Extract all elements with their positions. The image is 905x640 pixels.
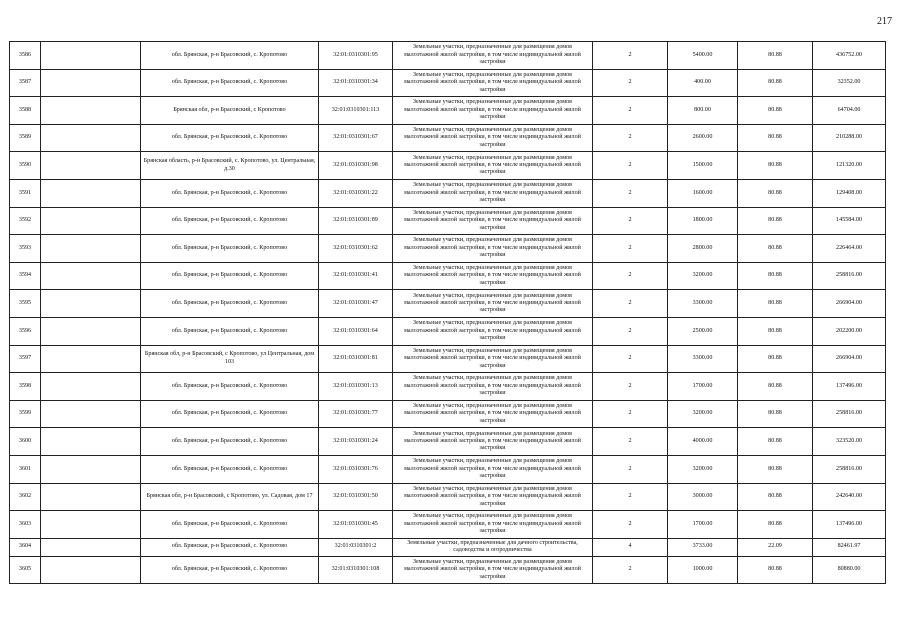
category-group: 2	[593, 290, 668, 318]
area: 1700.00	[668, 373, 738, 401]
area: 4000.00	[668, 428, 738, 456]
category-group: 2	[593, 511, 668, 539]
area: 2500.00	[668, 317, 738, 345]
category-group: 2	[593, 373, 668, 401]
table-body	[10, 42, 886, 584]
cadastral-number: 32:01:0310301:2	[319, 538, 393, 556]
area: 3200.00	[668, 400, 738, 428]
land-purpose: Земельные участки, предназначенные для размещения домов малоэтажной жилой застройки, в том числе индивидуальной жилой застройки	[393, 511, 593, 539]
rate: 80.88	[738, 152, 813, 180]
table-row	[10, 97, 886, 125]
category-group: 2	[593, 69, 668, 97]
cadastral-value: 121320.00	[813, 152, 886, 180]
rate: 22.09	[738, 538, 813, 556]
address: Брянская обл, р-н Брасовский, с Кропотово, ул. Садовая, дом 17	[141, 483, 319, 511]
land-purpose: Земельные участки, предназначенные для размещения домов малоэтажной жилой застройки, в том числе индивидуальной жилой застройки	[393, 207, 593, 235]
empty-cell	[41, 152, 141, 180]
table-row	[10, 42, 886, 70]
table-row	[10, 511, 886, 539]
cadastral-value: 64704.00	[813, 97, 886, 125]
row-number: 3605	[10, 556, 41, 584]
row-number: 3596	[10, 317, 41, 345]
empty-cell	[41, 455, 141, 483]
rate: 80.88	[738, 556, 813, 584]
table-row	[10, 69, 886, 97]
area: 3000.00	[668, 483, 738, 511]
table-row	[10, 152, 886, 180]
address: обл. Брянская, р-н Брасовский, с. Кропотово	[141, 428, 319, 456]
land-purpose: Земельные участки, предназначенные для размещения домов малоэтажной жилой застройки, в том числе индивидуальной жилой застройки	[393, 97, 593, 125]
rate: 80.88	[738, 124, 813, 152]
row-number: 3603	[10, 511, 41, 539]
table-row	[10, 235, 886, 263]
land-purpose: Земельные участки, предназначенные для размещения домов малоэтажной жилой застройки, в том числе индивидуальной жилой застройки	[393, 69, 593, 97]
rate: 80.88	[738, 262, 813, 290]
cadastral-value: 145584.00	[813, 207, 886, 235]
area: 2600.00	[668, 124, 738, 152]
table-row	[10, 538, 886, 556]
land-purpose: Земельные участки, предназначенные для размещения домов малоэтажной жилой застройки, в том числе индивидуальной жилой застройки	[393, 556, 593, 584]
cadastral-value: 80880.00	[813, 556, 886, 584]
area: 400.00	[668, 69, 738, 97]
category-group: 2	[593, 455, 668, 483]
cadastral-value: 266904.00	[813, 290, 886, 318]
empty-cell	[41, 538, 141, 556]
rate: 80.88	[738, 42, 813, 70]
rate: 80.88	[738, 290, 813, 318]
area: 3200.00	[668, 262, 738, 290]
cadastral-number: 32:01:0310301:95	[319, 42, 393, 70]
rate: 80.88	[738, 455, 813, 483]
row-number: 3591	[10, 179, 41, 207]
empty-cell	[41, 262, 141, 290]
land-purpose: Земельные участки, предназначенные для размещения домов малоэтажной жилой застройки, в том числе индивидуальной жилой застройки	[393, 262, 593, 290]
row-number: 3597	[10, 345, 41, 373]
address: обл. Брянская, р-н Брасовский, с. Кропотово	[141, 373, 319, 401]
category-group: 2	[593, 179, 668, 207]
table-row	[10, 428, 886, 456]
cadastral-number: 32:01:0310301:24	[319, 428, 393, 456]
land-purpose: Земельные участки, предназначенные для размещения домов малоэтажной жилой застройки, в том числе индивидуальной жилой застройки	[393, 373, 593, 401]
category-group: 2	[593, 400, 668, 428]
row-number: 3604	[10, 538, 41, 556]
table-row	[10, 290, 886, 318]
address: обл. Брянская, р-н Брасовский, с. Кропотово	[141, 179, 319, 207]
area: 1500.00	[668, 152, 738, 180]
address: обл. Брянская, р-н Брасовский, с. Кропотово	[141, 317, 319, 345]
cadastral-number: 32:01:0310301:47	[319, 290, 393, 318]
address: обл. Брянская, р-н Брасовский, с. Кропотово	[141, 455, 319, 483]
cadastral-number: 32:01:0310301:50	[319, 483, 393, 511]
table-row	[10, 124, 886, 152]
table-row	[10, 455, 886, 483]
cadastral-number: 32:01:0310301:67	[319, 124, 393, 152]
cadastral-value: 129408.00	[813, 179, 886, 207]
empty-cell	[41, 400, 141, 428]
empty-cell	[41, 124, 141, 152]
cadastral-number: 32:01:0310301:64	[319, 317, 393, 345]
land-purpose: Земельные участки, предназначенные для размещения домов малоэтажной жилой застройки, в том числе индивидуальной жилой застройки	[393, 428, 593, 456]
land-purpose: Земельные участки, предназначенные для размещения домов малоэтажной жилой застройки, в том числе индивидуальной жилой застройки	[393, 179, 593, 207]
empty-cell	[41, 373, 141, 401]
row-number: 3586	[10, 42, 41, 70]
row-number: 3599	[10, 400, 41, 428]
land-purpose: Земельные участки, предназначенные для размещения домов малоэтажной жилой застройки, в том числе индивидуальной жилой застройки	[393, 152, 593, 180]
address: обл. Брянская, р-н Брасовский, с. Кропотово	[141, 235, 319, 263]
area: 3300.00	[668, 290, 738, 318]
row-number: 3601	[10, 455, 41, 483]
category-group: 2	[593, 152, 668, 180]
row-number: 3590	[10, 152, 41, 180]
land-purpose: Земельные участки, предназначенные для размещения домов малоэтажной жилой застройки, в том числе индивидуальной жилой застройки	[393, 124, 593, 152]
category-group: 2	[593, 317, 668, 345]
row-number: 3592	[10, 207, 41, 235]
cadastral-value: 258816.00	[813, 262, 886, 290]
empty-cell	[41, 207, 141, 235]
category-group: 2	[593, 556, 668, 584]
table-row	[10, 556, 886, 584]
table-row	[10, 179, 886, 207]
category-group: 2	[593, 235, 668, 263]
cadastral-number: 32:01:0310301:13	[319, 373, 393, 401]
category-group: 4	[593, 538, 668, 556]
empty-cell	[41, 290, 141, 318]
cadastral-number: 32:01:0310301:34	[319, 69, 393, 97]
row-number: 3587	[10, 69, 41, 97]
land-purpose: Земельные участки, предназначенные для размещения домов малоэтажной жилой застройки, в том числе индивидуальной жилой застройки	[393, 317, 593, 345]
address: Брянская обл, р-н Брасовский, с Кропотово	[141, 97, 319, 125]
page-number: 217	[877, 16, 892, 27]
table-row	[10, 207, 886, 235]
address: обл. Брянская, р-н Брасовский, с. Кропотово	[141, 42, 319, 70]
cadastral-number: 32:01:0310301:89	[319, 207, 393, 235]
cadastral-value: 242640.00	[813, 483, 886, 511]
address: обл. Брянская, р-н Брасовский, с. Кропотово	[141, 262, 319, 290]
rate: 80.88	[738, 69, 813, 97]
cadastral-value: 258816.00	[813, 400, 886, 428]
cadastral-value: 266904.00	[813, 345, 886, 373]
row-number: 3595	[10, 290, 41, 318]
category-group: 2	[593, 42, 668, 70]
land-registry-table	[9, 41, 886, 584]
empty-cell	[41, 483, 141, 511]
area: 3733.00	[668, 538, 738, 556]
table-row	[10, 262, 886, 290]
cadastral-value: 436752.00	[813, 42, 886, 70]
cadastral-number: 32:01:0310301:45	[319, 511, 393, 539]
land-purpose: Земельные участки, предназначенные для размещения домов малоэтажной жилой застройки, в том числе индивидуальной жилой застройки	[393, 345, 593, 373]
category-group: 2	[593, 124, 668, 152]
cadastral-value: 258816.00	[813, 455, 886, 483]
category-group: 2	[593, 262, 668, 290]
cadastral-number: 32:01:0310301:62	[319, 235, 393, 263]
address: обл. Брянская, р-н Брасовский, с. Кропотово	[141, 207, 319, 235]
cadastral-number: 32:01:0310301:41	[319, 262, 393, 290]
row-number: 3589	[10, 124, 41, 152]
cadastral-value: 210288.00	[813, 124, 886, 152]
rate: 80.88	[738, 428, 813, 456]
land-purpose: Земельные участки, предназначенные для размещения домов малоэтажной жилой застройки, в том числе индивидуальной жилой застройки	[393, 42, 593, 70]
cadastral-value: 32352.00	[813, 69, 886, 97]
address: Брянская обл, р-н Брасовский, с Кропотово, ул Центральная, дом 103	[141, 345, 319, 373]
rate: 80.88	[738, 235, 813, 263]
cadastral-number: 32:01:0310301:98	[319, 152, 393, 180]
area: 1600.00	[668, 179, 738, 207]
row-number: 3602	[10, 483, 41, 511]
rate: 80.88	[738, 317, 813, 345]
cadastral-number: 32:01:0310301:81	[319, 345, 393, 373]
rate: 80.88	[738, 400, 813, 428]
land-purpose: Земельные участки, предназначенные для размещения домов малоэтажной жилой застройки, в том числе индивидуальной жилой застройки	[393, 400, 593, 428]
address: обл. Брянская, р-н Брасовский, с. Кропотово	[141, 400, 319, 428]
cadastral-value: 202200.00	[813, 317, 886, 345]
land-purpose: Земельные участки, предназначенные для размещения домов малоэтажной жилой застройки, в том числе индивидуальной жилой застройки	[393, 235, 593, 263]
rate: 80.88	[738, 179, 813, 207]
area: 1800.00	[668, 207, 738, 235]
rate: 80.88	[738, 483, 813, 511]
area: 1700.00	[668, 511, 738, 539]
row-number: 3588	[10, 97, 41, 125]
empty-cell	[41, 556, 141, 584]
empty-cell	[41, 511, 141, 539]
rate: 80.88	[738, 345, 813, 373]
address: обл. Брянская, р-н Брасовский, с. Кропотово	[141, 538, 319, 556]
category-group: 2	[593, 345, 668, 373]
area: 5400.00	[668, 42, 738, 70]
empty-cell	[41, 69, 141, 97]
empty-cell	[41, 42, 141, 70]
land-purpose: Земельные участки, предназначенные для дачного строительства, садоводства и огородничества	[393, 538, 593, 556]
row-number: 3600	[10, 428, 41, 456]
table-row	[10, 345, 886, 373]
cadastral-number: 32:01:0310301:108	[319, 556, 393, 584]
table-row	[10, 317, 886, 345]
category-group: 2	[593, 428, 668, 456]
cadastral-value: 137496.00	[813, 373, 886, 401]
land-purpose: Земельные участки, предназначенные для размещения домов малоэтажной жилой застройки, в том числе индивидуальной жилой застройки	[393, 455, 593, 483]
address: Брянская область, р-н Брасовский, с. Кропотово, ул. Центральная, д.30	[141, 152, 319, 180]
area: 800.00	[668, 97, 738, 125]
empty-cell	[41, 235, 141, 263]
table-row	[10, 483, 886, 511]
cadastral-value: 137496.00	[813, 511, 886, 539]
category-group: 2	[593, 483, 668, 511]
rate: 80.88	[738, 511, 813, 539]
area: 1000.00	[668, 556, 738, 584]
cadastral-number: 32:01:0310301:113	[319, 97, 393, 125]
empty-cell	[41, 179, 141, 207]
empty-cell	[41, 317, 141, 345]
area: 3300.00	[668, 345, 738, 373]
empty-cell	[41, 97, 141, 125]
category-group: 2	[593, 207, 668, 235]
table-row	[10, 373, 886, 401]
table-row	[10, 400, 886, 428]
cadastral-number: 32:01:0310301:76	[319, 455, 393, 483]
cadastral-number: 32:01:0310301:77	[319, 400, 393, 428]
row-number: 3593	[10, 235, 41, 263]
row-number: 3594	[10, 262, 41, 290]
land-purpose: Земельные участки, предназначенные для размещения домов малоэтажной жилой застройки, в том числе индивидуальной жилой застройки	[393, 483, 593, 511]
empty-cell	[41, 428, 141, 456]
empty-cell	[41, 345, 141, 373]
address: обл. Брянская, р-н Брасовский, с. Кропотово	[141, 290, 319, 318]
cadastral-value: 82461.97	[813, 538, 886, 556]
address: обл. Брянская, р-н Брасовский, с. Кропотово	[141, 511, 319, 539]
address: обл. Брянская, р-н Брасовский, с. Кропотово	[141, 556, 319, 584]
category-group: 2	[593, 97, 668, 125]
cadastral-number: 32:01:0310301:22	[319, 179, 393, 207]
area: 3200.00	[668, 455, 738, 483]
cadastral-value: 226464.00	[813, 235, 886, 263]
row-number: 3598	[10, 373, 41, 401]
area: 2800.00	[668, 235, 738, 263]
address: обл. Брянская, р-н Брасовский, с. Кропотово	[141, 124, 319, 152]
rate: 80.88	[738, 97, 813, 125]
land-purpose: Земельные участки, предназначенные для размещения домов малоэтажной жилой застройки, в том числе индивидуальной жилой застройки	[393, 290, 593, 318]
rate: 80.88	[738, 207, 813, 235]
rate: 80.88	[738, 373, 813, 401]
cadastral-value: 323520.00	[813, 428, 886, 456]
address: обл. Брянская, р-н Брасовский, с. Кропотово	[141, 69, 319, 97]
